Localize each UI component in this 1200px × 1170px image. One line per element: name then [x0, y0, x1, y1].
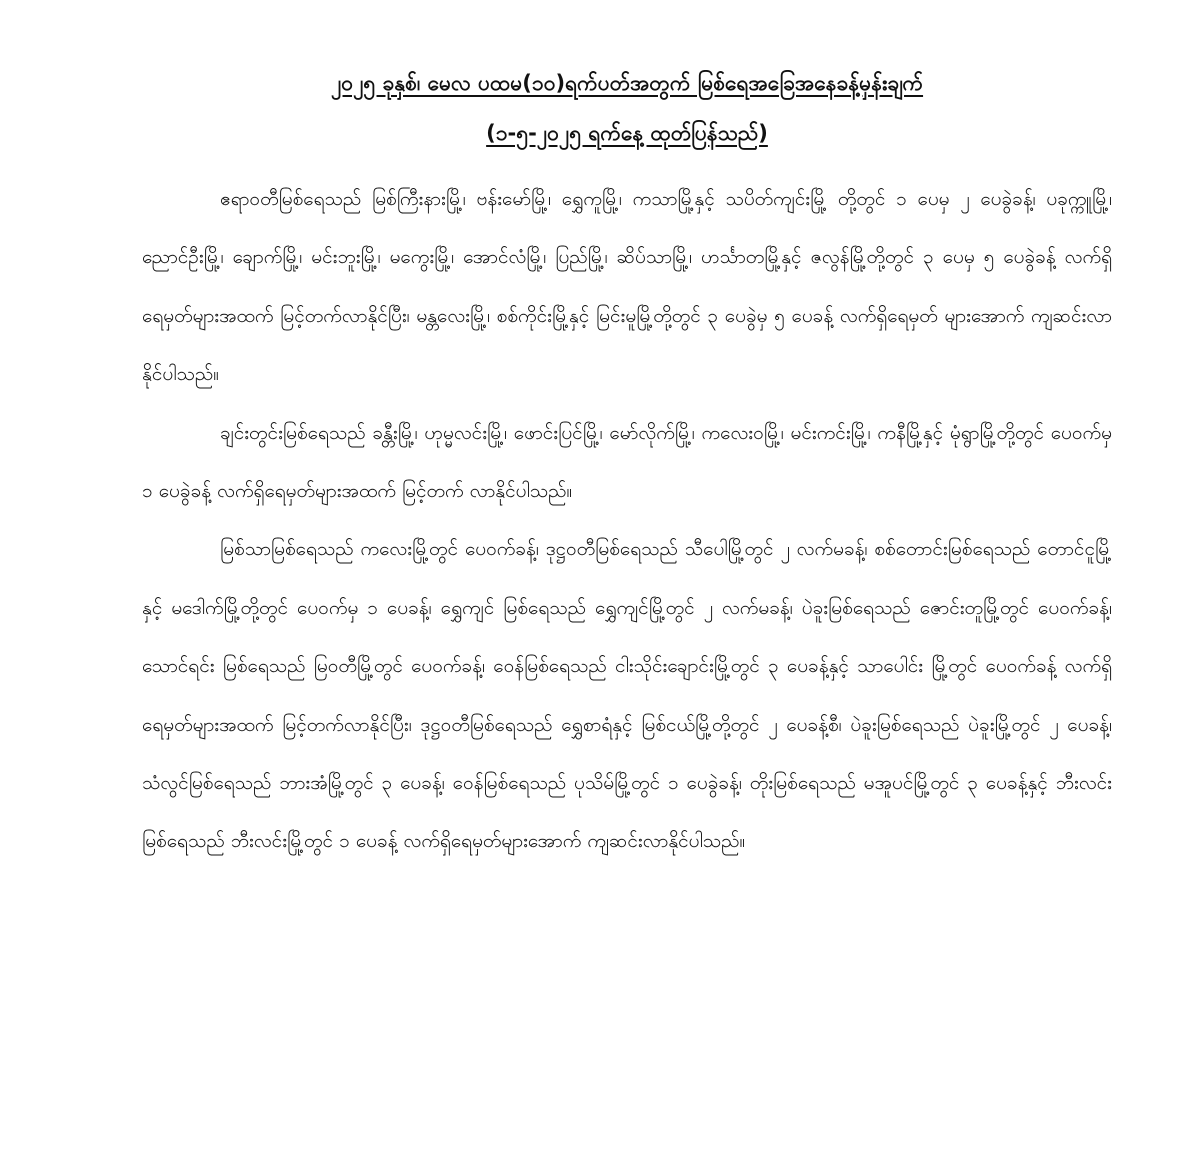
document-subtitle-date: (၁-၅-၂၀၂၅ ရက်နေ့ ထုတ်ပြန်သည်) [486, 121, 768, 145]
document-title: ၂၀၂၅ ခုနှစ်၊ မေလ ပထမ(၁၀)ရက်ပတ်အတွက် မြစ်ရေအခြေအနေခန့်မှန်းချက် [330, 71, 924, 95]
paragraph-chindwin: ချင်းတွင်းမြစ်ရေသည် ခန္တီးမြို့၊ ဟုမ္မလင်းမြို့၊ ဖောင်းပြင်မြို့၊ မော်လိုက်မြို့၊ ကလေးဝမြို့၊ မင်းကင်းမြို့၊ ကနီမြို့နှင့် မုံရွာမြို့တို့တွင် ပေဝက်မှ ၁ ပေခွဲခန့် လက်ရှိရေမှတ်များအထက် မြင့်တက် လာနိုင်ပါသည်။ [142, 421, 1112, 503]
paragraph-ayeyarwady: ဧရာဝတီမြစ်ရေသည် မြစ်ကြီးနားမြို့၊ ဗန်းမော်မြို့၊ ရွှေကူမြို့၊ ကသာမြို့နှင့် သပိတ်ကျင်းမြို့ တို့တွင် ၁ ပေမှ ၂ ပေခွဲခန့်၊ ပခုက္ကူမြို့၊ ညောင်ဦးမြို့၊ ချောက်မြို့၊ မင်းဘူးမြို့၊ မကွေးမြို့၊ အောင်လံမြို့၊ ပြည်မြို့၊ ဆိပ်သာမြို့၊ ဟင်္သာတမြို့နှင့် ဇလွန်မြို့တို့တွင် ၃ ပေမှ ၅ ပေခွဲခန့် လက်ရှိရေမှတ်များအထက် မြင့်တက်လာနိုင်ပြီး၊ မန္တလေးမြို့၊ စစ်ကိုင်းမြို့နှင့် မြင်းမူမြို့တို့တွင် ၃ ပေခွဲမှ ၅ ပေခန့် လက်ရှိရေမှတ် များအောက် ကျဆင်းလာနိုင်ပါသည်။ [142, 188, 1112, 386]
paragraph-other-rivers: မြစ်သာမြစ်ရေသည် ကလေးမြို့တွင် ပေဝက်ခန့်၊ ဒုဋ္ဌဝတီမြစ်ရေသည် သီပေါမြို့တွင် ၂ လက်မခန့်၊ စစ်တောင်းမြစ်ရေသည် တောင်ငူမြို့နှင့် မဒေါက်မြို့တို့တွင် ပေဝက်မှ ၁ ပေခန့်၊ ရွှေကျင် မြစ်ရေသည် ရွှေကျင်မြို့တွင် ၂ လက်မခန့်၊ ပဲခူးမြစ်ရေသည် ဇောင်းတူမြို့တွင် ပေဝက်ခန့်၊ သောင်ရင်း မြစ်ရေသည် မြဝတီမြို့တွင် ပေဝက်ခန့်၊ ဝေန်မြစ်ရေသည် ငါးသိုင်းချောင်းမြို့တွင် ၃ ပေခန့်နှင့် သာပေါင်း မြို့တွင် ပေဝက်ခန့် လက်ရှိရေမှတ်များအထက် မြင့်တက်လာနိုင်ပြီး၊ ဒုဋ္ဌဝတီမြစ်ရေသည် ရွှေစာရံနှင့် မြစ်ငယ်မြို့တို့တွင် ၂ ပေခန့်စီ၊ ပဲခူးမြစ်ရေသည် ပဲခူးမြို့တွင် ၂ ပေခန့်၊ သံလွင်မြစ်ရေသည် ဘားအံမြို့တွင် ၃ ပေခန့်၊ ဝေန်မြစ်ရေသည် ပုသိမ်မြို့တွင် ၁ ပေခွဲခန့်၊ တိုးမြစ်ရေသည် မအူပင်မြို့တွင် ၃ ပေခန့်နှင့် ဘီးလင်းမြစ်ရေသည် ဘီးလင်းမြို့တွင် ၁ ပေခန့် လက်ရှိရေမှတ်များအောက် ကျဆင်းလာနိုင်ပါသည်။ [142, 538, 1112, 853]
